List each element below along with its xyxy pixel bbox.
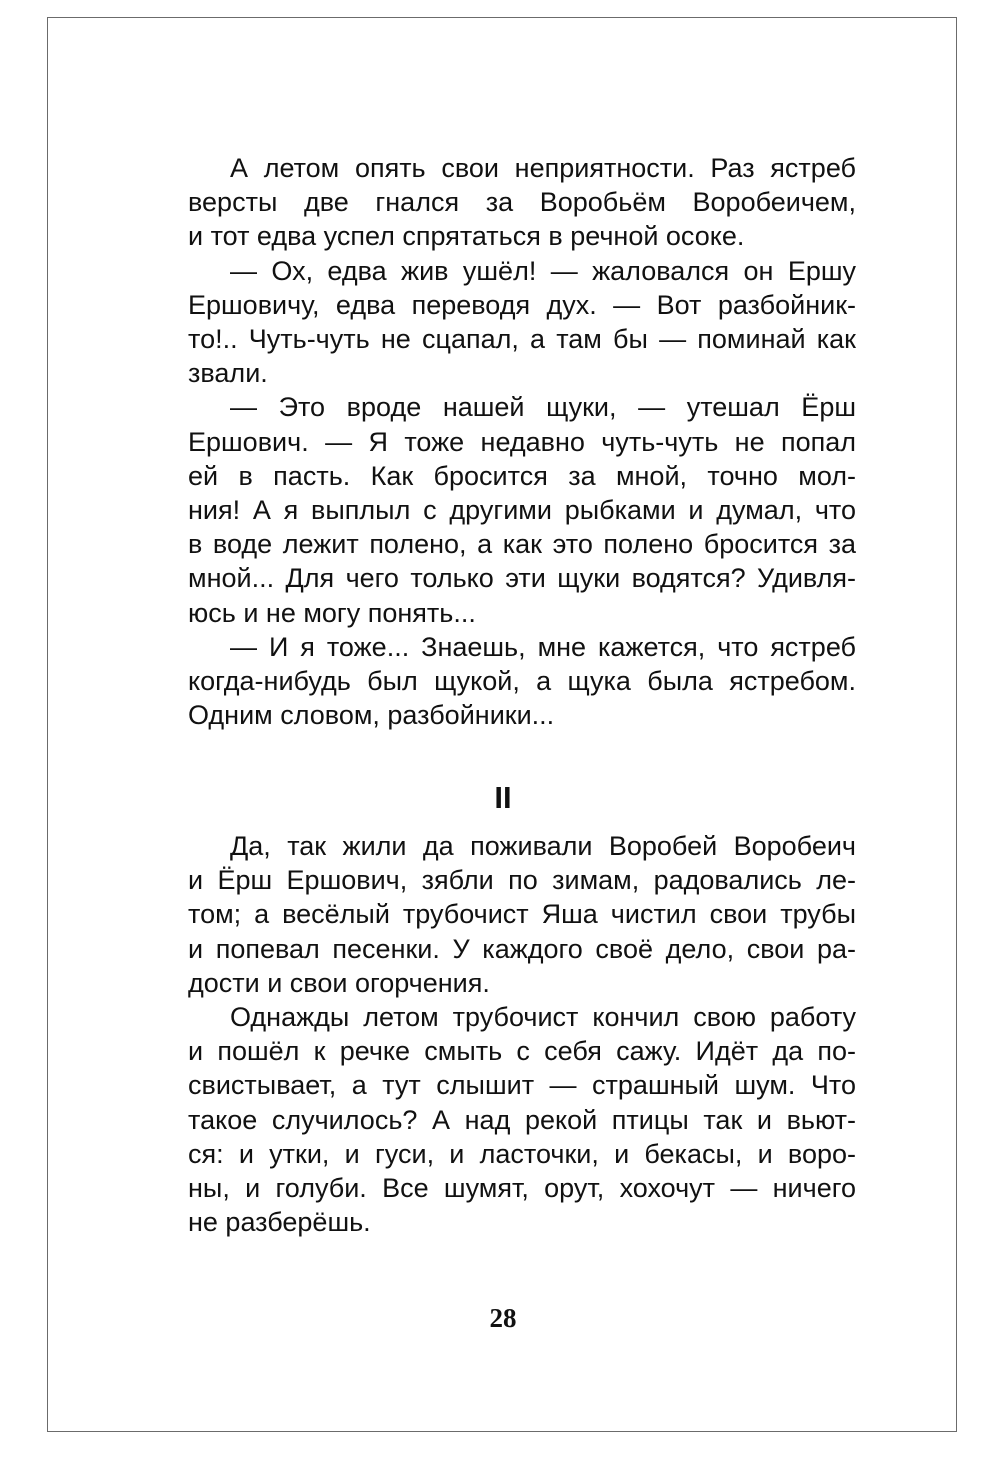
text-line: звали. — [188, 358, 268, 389]
text-line: Одним словом, разбойники... — [188, 700, 555, 731]
text-line: мной... Для чего только эти щуки водятся? Удивля- — [188, 563, 856, 594]
text-block-1 — [188, 151, 856, 732]
text-line: и Ёрш Ершович, зябли по зимам, радовались ле- — [188, 865, 856, 896]
text-line: — Это вроде нашей щуки, — утешал Ёрш — [230, 392, 856, 423]
text-line: свистывает, а тут слышит — страшный шум. Что — [188, 1070, 856, 1101]
text-line: ны, и голуби. Все шумят, орут, хохочут — ничего — [188, 1173, 856, 1204]
text-line: такое случилось? А над рекой птицы так и вьют- — [188, 1104, 856, 1135]
text-line: и попевал песенки. У каждого своё дело, свои ра- — [188, 933, 856, 964]
page-number: 28 — [489, 1303, 517, 1333]
text-line: не разберёшь. — [188, 1207, 371, 1238]
text-line: Ершовичу, едва переводя дух. — Вот разбойник- — [188, 289, 856, 320]
text-line: том; а весёлый трубочист Яша чистил свои трубы — [188, 899, 856, 930]
text-line: ся: и утки, и гуси, и ласточки, и бекасы, и воро- — [188, 1138, 856, 1169]
text-line: и пошёл к речке смыть с себя сажу. Идёт да по- — [188, 1036, 856, 1067]
text-line: дости и свои огорчения. — [188, 967, 490, 998]
book-page — [47, 17, 957, 1432]
text-line: Однажды летом трубочист кончил свою работу — [230, 1002, 856, 1033]
text-line: версты две гнался за Воробьём Воробеичем, — [188, 187, 856, 218]
chapter-heading: II — [494, 780, 512, 815]
text-line: — И я тоже... Знаешь, мне кажется, что ястреб — [230, 631, 856, 662]
text-line: в воде лежит полено, а как это полено бросится за — [188, 529, 856, 560]
text-line: А летом опять свои неприятности. Раз ястреб — [230, 153, 856, 183]
text-line: ей в пасть. Как бросится за мной, точно мол- — [188, 460, 856, 491]
text-line: юсь и не могу понять... — [188, 597, 476, 628]
text-line: когда-нибудь был щукой, а щука была ястребом. — [188, 666, 856, 697]
text-line: и тот едва успел спрятаться в речной осоке. — [188, 221, 745, 252]
text-line: ния! А я выплыл с другими рыбками и думал, что — [188, 495, 856, 526]
text-line: — Ох, едва жив ушёл! — жаловался он Ершу — [230, 255, 856, 286]
text-line: то!.. Чуть-чуть не сцапал, а там бы — поминай как — [188, 324, 856, 355]
text-block-2 — [188, 829, 856, 1239]
text-line: Да, так жили да поживали Воробей Воробеич — [230, 831, 856, 861]
text-line: Ершович. — Я тоже недавно чуть-чуть не попал — [188, 426, 856, 457]
